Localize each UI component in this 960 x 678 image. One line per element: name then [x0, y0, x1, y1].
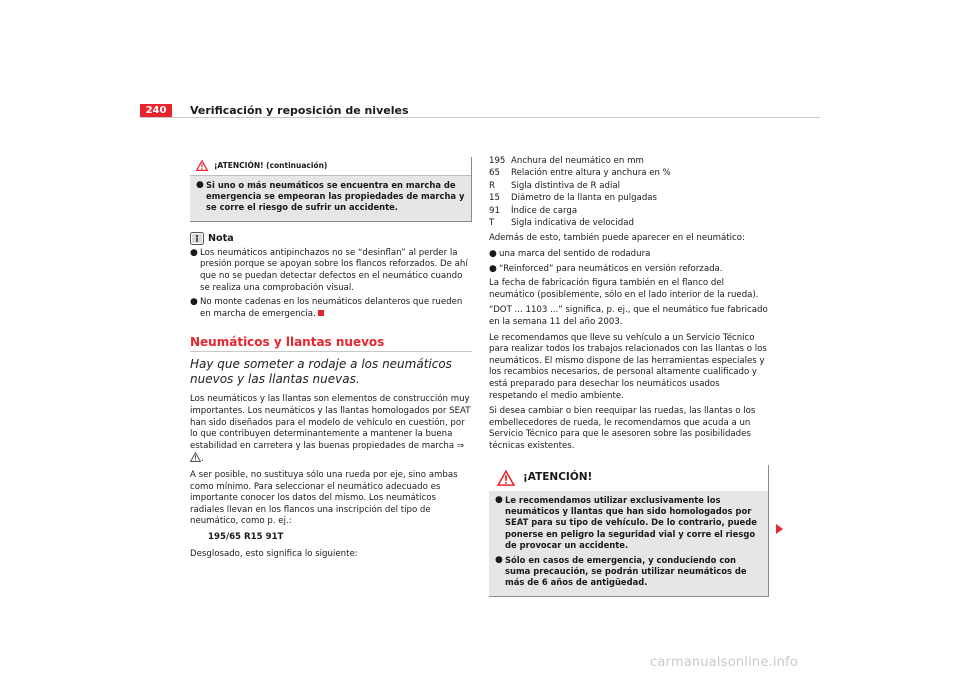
- bullet-dot-icon: ●: [489, 249, 497, 260]
- bullet-dot-icon: ●: [196, 179, 204, 190]
- warning-triangle-icon: [497, 470, 515, 486]
- warning-bullet-1: ● Le recomendamos utilizar exclusivamente los neumáticos y llantas que han sido homologados por SEAT para su tipo de vehículo. De lo contrario, puede ponerse en peligro la seguridad vial y corre el riesgo de provocar un accidente.: [495, 494, 757, 551]
- warning-continuation-title: ¡ATENCIÓN! (continuación): [214, 161, 328, 170]
- note-title: Nota: [208, 232, 234, 244]
- left-column: [190, 157, 472, 564]
- paragraph-dot: “DOT ... 1103 ...” significa, p. ej., que el neumático fue fabricado en la semana 11 del año 2003.: [489, 305, 768, 327]
- warning-triangle-icon: [190, 452, 201, 462]
- paragraph-change: Si desea cambiar o bien reequipar las ruedas, las llantas o los embellecedores de rueda, le recomendamos que acuda a un Servicio Técnico para que le asesoren sobre las posibilidades técnicas existentes.: [489, 406, 756, 451]
- section-heading: Neumáticos y llantas nuevos: [190, 335, 385, 350]
- bullet-dot-icon: ●: [489, 263, 497, 274]
- note-bullet-2: ● No monte cadenas en los neumáticos delanteros que rueden en marcha de emergencia.: [190, 297, 463, 319]
- also-bullet-1: ● una marca del sentido de rodadura: [489, 249, 651, 260]
- paragraph-date: La fecha de fabricación figura también en el flanco del neumático (posiblemente, sólo en el lado interior de la rueda).: [489, 278, 759, 300]
- bullet-dot-icon: ●: [190, 297, 198, 308]
- warning-continuation-header: [190, 157, 471, 176]
- warning-continuation-bullet: ● Si uno o más neumáticos se encuentra en marcha de emergencia se empeoran las propiedades de marcha y se corre el riesgo de sufrir un accidente.: [196, 179, 465, 213]
- tire-spec-row: 65 Relación entre altura y anchura en %: [489, 168, 671, 179]
- tire-spec-row: 91 Índice de carga: [489, 205, 578, 216]
- warning-box: [489, 465, 769, 597]
- header-divider: [140, 117, 820, 118]
- warning-continuation-body: [190, 176, 471, 221]
- bullet-dot-icon: ●: [495, 494, 503, 505]
- right-column: [489, 155, 769, 597]
- tire-spec-row: T Sigla indicativa de velocidad: [489, 218, 634, 229]
- bullet-dot-icon: ●: [495, 554, 503, 565]
- paragraph-also: Además de esto, también puede aparecer en el neumático:: [489, 233, 745, 244]
- warning-body: [489, 491, 768, 596]
- paragraph-intro: Los neumáticos y las llantas son elementos de construcción muy importantes. Los neumáticos y las llantas homologados por SEAT han sido diseñados para el modelo de vehículo en cuestión, por lo que contribuyen determinantemente a mantener la buena estabilidad en carretera y las buenas propiedades de marcha ⇒ .: [190, 394, 471, 465]
- warning-title: ¡ATENCIÓN!: [523, 470, 593, 483]
- bullet-dot-icon: ●: [190, 247, 198, 258]
- warning-header: [489, 465, 768, 491]
- page-number: 240: [140, 104, 172, 118]
- section-subtitle: Hay que someter a rodaje a los neumáticos nuevos y las llantas nuevas.: [190, 357, 452, 387]
- also-bullet-2: ● “Reinforced” para neumáticos en versión reforzada.: [489, 263, 723, 274]
- section-end-marker-icon: [318, 310, 324, 316]
- note-header: [190, 232, 472, 245]
- continue-arrow-icon: [776, 524, 783, 534]
- note-info-icon: [190, 232, 204, 245]
- tire-spec-row: 195 Anchura del neumático en mm: [489, 156, 644, 166]
- tire-spec-row: R Sigla distintiva de R adial: [489, 180, 620, 191]
- paragraph-breakdown: Desglosado, esto significa lo siguiente:: [190, 548, 358, 559]
- warning-bullet-2: ● Sólo en casos de emergencia, y conduciendo con suma precaución, se podrán utilizar neumáticos de más de 6 años de antigüedad.: [495, 554, 747, 588]
- tire-spec-row: 15 Diámetro de la llanta en pulgadas: [489, 193, 658, 204]
- note-bullet-1: ● Los neumáticos antipinchazos no se “desinflan” al perder la presión porque se apoyan sobre los flancos reforzados. De ahí que no se puedan detectar defectos en el neumático cuando se realiza una comprobación visual.: [190, 247, 468, 293]
- watermark: carmanualsonline.info: [650, 655, 799, 670]
- tire-spec-list: [489, 155, 769, 229]
- section-title: Verificación y reposición de niveles: [190, 104, 409, 117]
- warning-triangle-icon: [196, 160, 208, 171]
- paragraph-service: Le recomendamos que lleve su vehículo a un Servicio Técnico para realizar todos los trabajos relacionados con las llantas o los neumáticos. El mismo dispone de las herramientas especiales y los recambios necesarios, de personal altamente cualificado y está preparado para desechar los neumáticos usados respetando el medio ambiente.: [489, 332, 767, 401]
- tire-code-example: 195/65 R15 91T: [208, 531, 284, 542]
- warning-continuation-box: [190, 157, 472, 222]
- paragraph-selection: A ser posible, no sustituya sólo una rueda por eje, sino ambas como mínimo. Para seleccionar el neumático adecuado es importante conocer los datos del mismo. Los neumáticos radiales llevan en los flancos una inscripción del tipo de neumático, como p. ej.:: [190, 469, 458, 527]
- heading-divider: [190, 351, 472, 352]
